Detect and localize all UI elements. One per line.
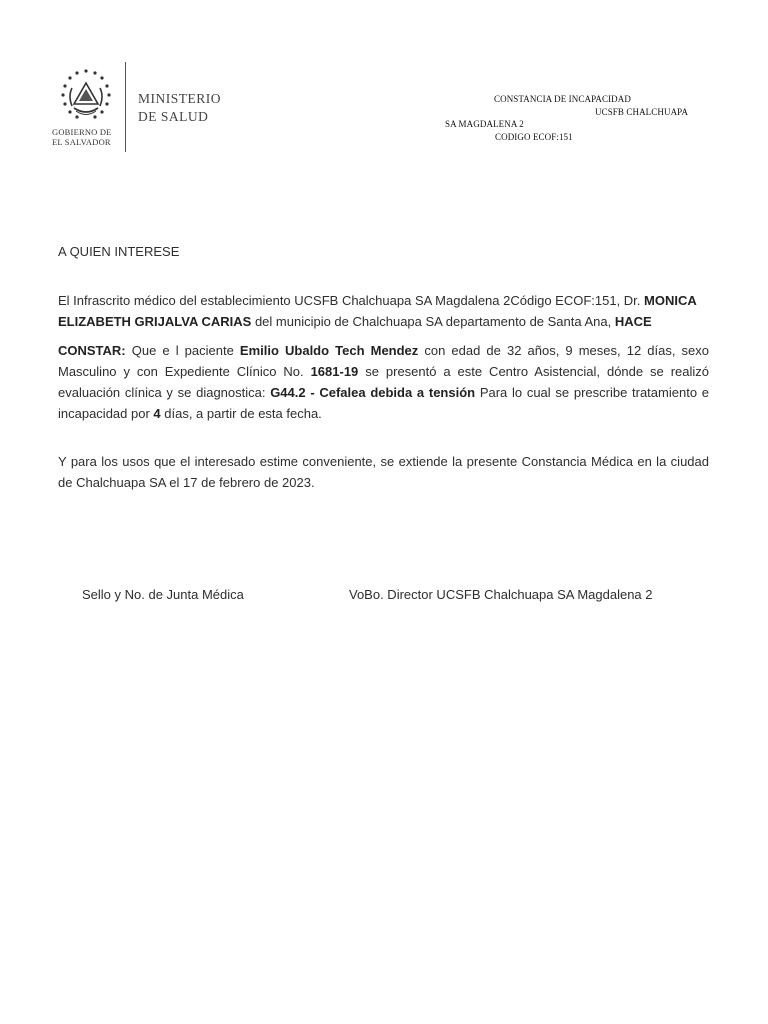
intro-text-2: del municipio de Chalchuapa SA departamento de Santa Ana, (251, 314, 615, 329)
ministry-name-line2: DE SALUD (138, 109, 209, 124)
signature-seal-label: Sello y No. de Junta Médica (82, 587, 244, 602)
record-number: 1681-19 (310, 364, 359, 379)
constar-keyword: CONSTAR: (58, 343, 126, 358)
diagnosis: G44.2 - Cefalea debida a tensión (270, 385, 476, 400)
ministry-logo (52, 62, 252, 154)
hace-keyword: HACE (614, 314, 652, 329)
patient-name: Emilio Ubaldo Tech Mendez (239, 343, 419, 358)
header-facility: UCSFB CHALCHUAPA (595, 107, 689, 117)
doctor-name: MONICA ELIZABETH GRIJALVA CARIAS (58, 293, 697, 329)
header-code: CODIGO ECOF:151 (495, 132, 573, 142)
ministry-name-line1: MINISTERIO (138, 91, 221, 106)
salutation: A QUIEN INTERESE (58, 244, 180, 259)
cert-text-2: con edad de 32 años, 9 meses, 12 días, sexo Masculino y con Expediente Clínico No. (58, 343, 709, 379)
cert-text-3: se presentó a este Centro Asistencial, dónde se realizó evaluación clínica y se diagnostica: (58, 364, 709, 400)
cert-text-4: Para lo cual se prescribe tratamiento e incapacidad por (58, 385, 709, 421)
intro-paragraph (58, 290, 709, 332)
header-location: SA MAGDALENA 2 (445, 119, 524, 129)
certification-paragraph (58, 340, 709, 424)
header-title: CONSTANCIA DE INCAPACIDAD (494, 94, 631, 104)
signature-director-label: VoBo. Director UCSFB Chalchuapa SA Magdalena 2 (349, 587, 653, 602)
cert-text-1: Que e l paciente (125, 343, 240, 358)
el-salvador-coat-of-arms-icon (56, 66, 116, 124)
cert-text-5: días, a partir de esta fecha. (160, 406, 322, 421)
logo-divider (125, 62, 126, 152)
gov-name-line1: GOBIERNO DE (52, 127, 112, 137)
gov-name-line2: EL SALVADOR (52, 137, 111, 147)
ministry-name (138, 90, 221, 126)
closing-paragraph: Y para los usos que el interesado estime conveniente, se extiende la presente Constancia Médica en la ciudad de Chalchuapa SA el 17 de febrero de 2023. (58, 454, 709, 490)
intro-text: El Infrascrito médico del establecimiento UCSFB Chalchuapa SA Magdalena 2Código ECOF:151, Dr. (58, 293, 645, 308)
days-count: 4 (153, 406, 161, 421)
